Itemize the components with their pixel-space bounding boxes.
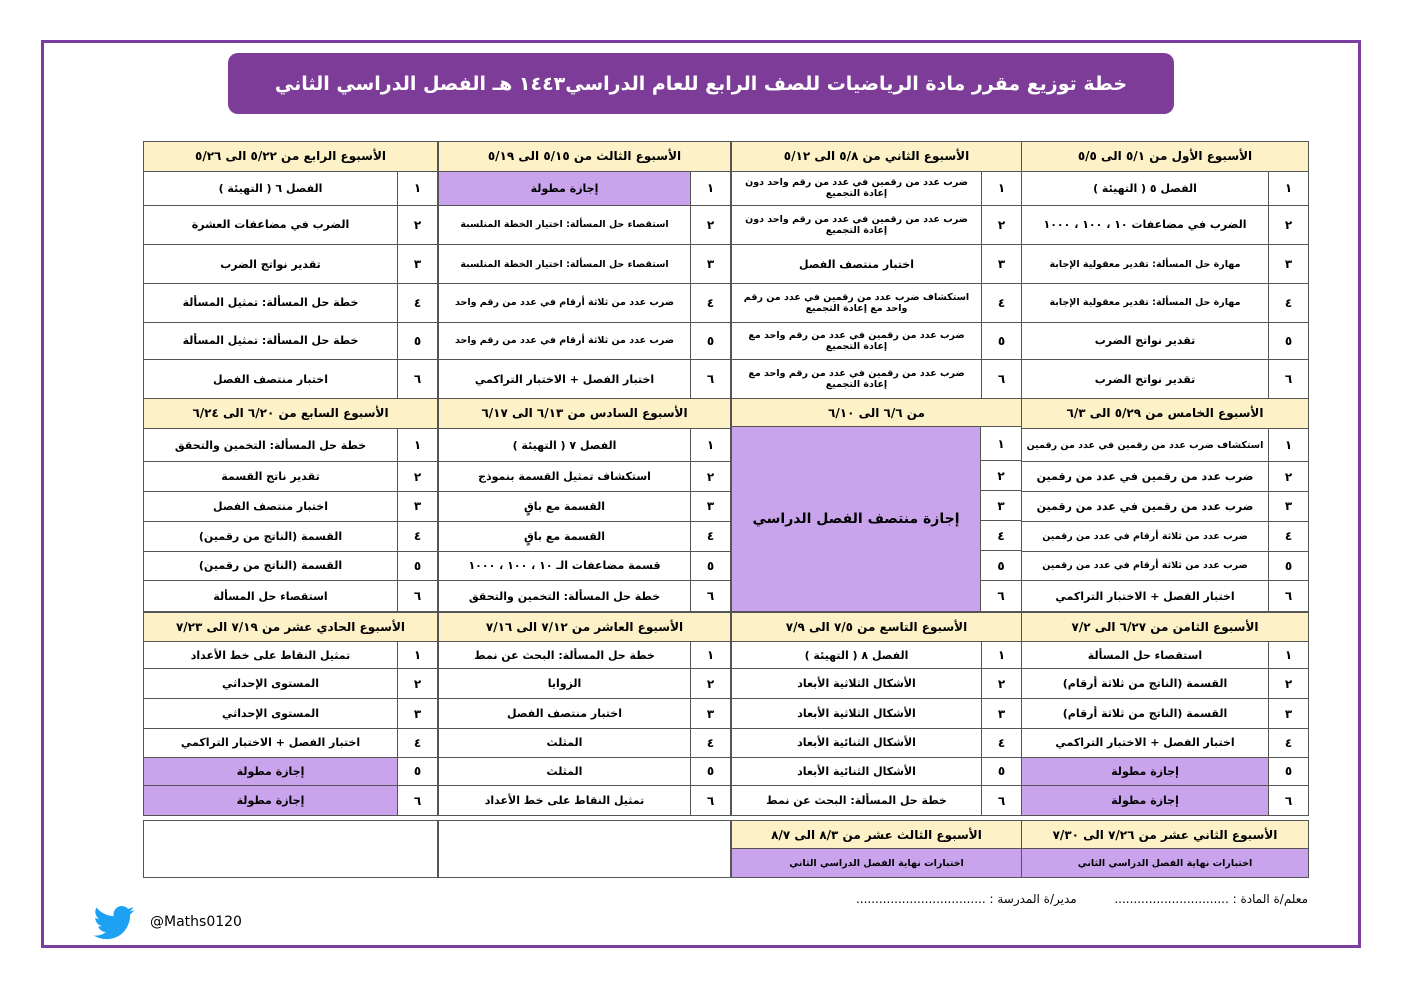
lesson-row bbox=[732, 206, 1021, 246]
lesson-row bbox=[1022, 581, 1308, 611]
lesson-row bbox=[732, 360, 1021, 398]
lesson-number: ٦ bbox=[1268, 360, 1308, 398]
lesson-row bbox=[1022, 206, 1308, 246]
lesson-title: القسمة مع باقٍ bbox=[523, 529, 606, 543]
lesson-row bbox=[1022, 284, 1308, 323]
lesson-row bbox=[732, 758, 1021, 787]
lesson-number: ٦ bbox=[1268, 786, 1308, 815]
lesson-row bbox=[439, 206, 730, 246]
lesson-title: خطة حل المسألة: تمثيل المسألة bbox=[182, 334, 359, 348]
lesson-title: المستوى الإحداثي bbox=[221, 677, 320, 691]
lesson-title: الزوايا bbox=[547, 677, 582, 691]
principal-signature: مدير/ة المدرسة : .................................. bbox=[855, 892, 1077, 906]
lesson-row bbox=[144, 492, 437, 522]
lesson-title: تقدير ناتج القسمة bbox=[221, 470, 320, 484]
lesson-title: القسمة (الناتج من رقمين) bbox=[198, 559, 343, 573]
lesson-number: ٢ bbox=[397, 669, 437, 698]
week-header: الأسبوع الثالث عشر من ٨/٣ الى ٨/٧ bbox=[732, 821, 1021, 849]
holiday-cell: اختبارات نهاية الفصل الدراسي الثاني bbox=[1022, 849, 1308, 877]
lesson-row bbox=[1022, 699, 1308, 729]
lesson-row bbox=[1022, 172, 1308, 206]
lesson-title: ضرب عدد من رقمين في عدد من رقم واحد دون إعادة التجميع bbox=[745, 213, 968, 236]
lesson-row bbox=[439, 462, 730, 492]
lesson-title: القسمة مع باقٍ bbox=[523, 499, 606, 513]
lesson-number: ٣ bbox=[397, 245, 437, 283]
week-block bbox=[1021, 820, 1309, 878]
holiday-cell: اختبارات نهاية الفصل الدراسي الثاني bbox=[732, 849, 1021, 877]
lesson-title: ضرب عدد من رقمين في عدد من رقمين bbox=[1036, 499, 1254, 513]
lesson-title: القسمة (الناتج من ثلاثة أرقام) bbox=[1062, 707, 1228, 720]
lesson-title: استكشاف ضرب عدد من رقمين في عدد من رقمين bbox=[1026, 439, 1264, 451]
week-header: الأسبوع السابع من ٦/٢٠ الى ٦/٢٤ bbox=[144, 399, 437, 429]
holiday-cell: إجازة مطولة bbox=[144, 786, 397, 815]
lesson-number: ٢ bbox=[690, 462, 730, 491]
lesson-number: ٦ bbox=[690, 360, 730, 398]
lesson-title: تمثيل النقاط على خط الأعداد bbox=[484, 794, 645, 808]
lesson-title: استقصاء حل المسألة bbox=[213, 589, 328, 603]
lesson-number: ٥ bbox=[1268, 323, 1308, 360]
lesson-row bbox=[439, 172, 730, 206]
lesson-row bbox=[439, 360, 730, 398]
lesson-number: ٢ bbox=[981, 669, 1021, 698]
lesson-number: ٣ bbox=[981, 245, 1021, 283]
lesson-number: ٥ bbox=[397, 552, 437, 581]
lesson-number: ٤ bbox=[1268, 729, 1308, 757]
lesson-row bbox=[732, 284, 1021, 323]
lesson-title: اختبار الفصل + الاختبار التراكمي bbox=[1055, 736, 1235, 750]
week-block bbox=[143, 398, 438, 612]
week-block bbox=[731, 398, 1022, 612]
lesson-title: مهارة حل المسألة: تقدير معقولية الإجابة bbox=[1049, 297, 1241, 309]
lesson-number: ١ bbox=[1268, 429, 1308, 462]
lesson-number: ٢ bbox=[1268, 206, 1308, 245]
lesson-number: ٢ bbox=[397, 462, 437, 491]
lesson-row bbox=[439, 492, 730, 522]
week-block bbox=[1021, 612, 1309, 816]
lesson-title: اختبار منتصف الفصل bbox=[799, 257, 915, 271]
lesson-title: قسمة مضاعفات الـ ١٠ ، ١٠٠ ، ١٠٠٠ bbox=[468, 559, 661, 573]
lesson-number: ٦ bbox=[397, 581, 437, 611]
lesson-title: ضرب عدد من ثلاثة أرقام في عدد من رقمين bbox=[1042, 530, 1248, 542]
lesson-number: ٣ bbox=[1268, 492, 1308, 521]
lesson-row bbox=[1022, 758, 1308, 787]
lesson-title: مهارة حل المسألة: تقدير معقولية الإجابة bbox=[1049, 258, 1241, 270]
twitter-handle: @Maths0120 bbox=[150, 914, 242, 930]
lesson-row bbox=[144, 245, 437, 284]
lesson-title: ضرب عدد من ثلاثة أرقام في عدد من رقم واحد bbox=[454, 335, 675, 347]
lesson-row bbox=[439, 581, 730, 611]
week-header: من ٦/٦ الى ٦/١٠ bbox=[732, 399, 1021, 427]
lesson-row bbox=[1022, 429, 1308, 463]
lesson-number: ٣ bbox=[981, 491, 1021, 521]
lesson-number: ١ bbox=[1268, 172, 1308, 205]
lesson-number: ٦ bbox=[997, 589, 1005, 603]
lesson-title: اختبار منتصف الفصل bbox=[507, 707, 623, 720]
lesson-title: خطة حل المسألة: البحث عن نمط bbox=[766, 794, 947, 808]
week-block bbox=[438, 141, 731, 399]
lesson-title: ضرب عدد من ثلاثة أرقام في عدد من رقم واحد bbox=[454, 297, 675, 309]
lesson-title: المثلث bbox=[546, 736, 583, 750]
lesson-number: ٤ bbox=[981, 729, 1021, 757]
lesson-title: ضرب عدد من رقمين في عدد من رقم واحد مع إعادة التجميع bbox=[748, 329, 965, 352]
lesson-title: الأشكال الثلاثية الأبعاد bbox=[797, 707, 916, 720]
lesson-number: ١ bbox=[690, 642, 730, 669]
lesson-row bbox=[439, 699, 730, 729]
lesson-number: ٤ bbox=[397, 729, 437, 757]
lesson-title: الأشكال الثنائية الأبعاد bbox=[797, 736, 916, 750]
lesson-row bbox=[1022, 245, 1308, 284]
lesson-number: ٤ bbox=[690, 729, 730, 757]
lesson-number: ٣ bbox=[1268, 245, 1308, 283]
lesson-number: ١ bbox=[1268, 642, 1308, 669]
lesson-row bbox=[144, 669, 437, 699]
lesson-title: استقصاء حل المسألة: اختيار الخطة المنلسبة bbox=[460, 258, 669, 270]
lesson-title: تمثيل النقاط على خط الأعداد bbox=[190, 648, 351, 662]
lesson-number: ٣ bbox=[690, 245, 730, 283]
lesson-title: تقدير نواتج الضرب bbox=[220, 257, 321, 271]
lesson-row bbox=[1022, 642, 1308, 670]
week-header: الأسبوع الرابع من ٥/٢٢ الى ٥/٢٦ bbox=[144, 142, 437, 172]
week-header: الأسبوع الأول من ٥/١ الى ٥/٥ bbox=[1022, 142, 1308, 172]
lesson-title: استقصاء حل المسألة bbox=[1087, 648, 1203, 662]
lesson-row bbox=[144, 581, 437, 611]
week-header: الأسبوع الثامن من ٦/٢٧ الى ٧/٢ bbox=[1022, 613, 1308, 642]
lesson-row bbox=[1022, 323, 1308, 361]
lesson-row bbox=[439, 642, 730, 670]
lesson-number: ٦ bbox=[1268, 581, 1308, 611]
lesson-title: الأشكال الثلاثية الأبعاد bbox=[797, 677, 916, 691]
lesson-title: خطة حل المسألة: التخمين والتحقق bbox=[174, 438, 367, 452]
lesson-row bbox=[439, 522, 730, 552]
week-block bbox=[731, 141, 1022, 399]
lesson-title: ضرب عدد من ثلاثة أرقام في عدد من رقمين bbox=[1042, 560, 1248, 572]
lesson-number: ١ bbox=[981, 427, 1021, 461]
lesson-row bbox=[439, 284, 730, 323]
lesson-number: ٢ bbox=[981, 461, 1021, 491]
lesson-row bbox=[1022, 729, 1308, 758]
lesson-number: ١ bbox=[981, 642, 1021, 669]
lesson-title: اختبار منتصف الفصل bbox=[213, 372, 329, 386]
lesson-row bbox=[732, 245, 1021, 284]
lesson-title: خطة حل المسألة: التخمين والتحقق bbox=[468, 589, 661, 603]
lesson-number: ٦ bbox=[981, 786, 1021, 815]
lesson-row bbox=[1022, 462, 1308, 492]
lesson-number: ٦ bbox=[397, 360, 437, 398]
lesson-title: ضرب عدد من رقمين في عدد من رقمين bbox=[1036, 470, 1254, 484]
lesson-row bbox=[1022, 492, 1308, 522]
lesson-row bbox=[732, 849, 1021, 877]
lesson-number: ١ bbox=[397, 172, 437, 205]
lesson-number: ٣ bbox=[397, 699, 437, 728]
lesson-row bbox=[732, 786, 1021, 815]
twitter-bird-icon bbox=[93, 906, 135, 940]
lesson-title: الفصل ٥ ( التهيئة ) bbox=[1093, 181, 1197, 195]
lesson-number: ١ bbox=[397, 642, 437, 669]
lesson-number: ٥ bbox=[397, 323, 437, 360]
lesson-title: المستوى الإحداثي bbox=[221, 707, 320, 720]
lesson-row bbox=[732, 172, 1021, 206]
lesson-number: ٢ bbox=[690, 669, 730, 698]
lesson-row bbox=[144, 462, 437, 492]
lesson-row bbox=[732, 669, 1021, 699]
lesson-row bbox=[439, 552, 730, 582]
lesson-row bbox=[1022, 786, 1308, 815]
lesson-title: اختبار الفصل + الاختبار التراكمي bbox=[180, 736, 361, 750]
week-block bbox=[731, 612, 1022, 816]
lesson-row bbox=[732, 642, 1021, 670]
lesson-number: ٦ bbox=[397, 786, 437, 815]
week-header: الأسبوع التاسع من ٧/٥ الى ٧/٩ bbox=[732, 613, 1021, 642]
lesson-number: ٤ bbox=[397, 522, 437, 551]
lesson-row bbox=[732, 699, 1021, 729]
week-header: الأسبوع الحادي عشر من ٧/١٩ الى ٧/٢٣ bbox=[144, 613, 437, 642]
lesson-row bbox=[144, 758, 437, 787]
lesson-row bbox=[144, 552, 437, 582]
page-title: خطة توزيع مقرر مادة الرياضيات للصف الرابع للعام الدراسي١٤٤٣ هـ الفصل الدراسي الثاني bbox=[228, 53, 1174, 114]
lesson-row bbox=[732, 323, 1021, 361]
lesson-title: خطة حل المسألة: البحث عن نمط bbox=[474, 648, 655, 662]
lesson-number: ١ bbox=[690, 429, 730, 462]
lesson-row bbox=[439, 729, 730, 758]
week-header: الأسبوع الخامس من ٥/٢٩ الى ٦/٣ bbox=[1022, 399, 1308, 429]
week-block bbox=[143, 612, 438, 816]
lesson-number: ٤ bbox=[1268, 522, 1308, 551]
week-block bbox=[438, 398, 731, 612]
lesson-number: ٦ bbox=[981, 360, 1021, 398]
lesson-number: ٥ bbox=[1268, 552, 1308, 581]
lesson-row bbox=[144, 323, 437, 361]
week-block bbox=[1021, 141, 1309, 399]
signature-line bbox=[856, 892, 1308, 906]
holiday-cell: إجازة مطولة bbox=[144, 758, 397, 786]
week-header: الأسبوع السادس من ٦/١٣ الى ٦/١٧ bbox=[439, 399, 730, 429]
holiday-cell: إجازة مطولة bbox=[439, 172, 690, 205]
lesson-title: الفصل ٨ ( التهيئة ) bbox=[804, 648, 909, 662]
lesson-number: ١ bbox=[981, 172, 1021, 205]
empty-cell bbox=[438, 820, 731, 878]
lesson-number: ٥ bbox=[690, 323, 730, 360]
lesson-number: ٢ bbox=[397, 206, 437, 245]
lesson-row bbox=[1022, 669, 1308, 699]
lesson-row bbox=[144, 786, 437, 815]
week-block bbox=[731, 820, 1022, 878]
lesson-number: ٣ bbox=[690, 699, 730, 728]
lesson-row bbox=[1022, 522, 1308, 552]
lesson-row bbox=[439, 786, 730, 815]
lesson-title: اختبار منتصف الفصل bbox=[213, 499, 329, 513]
lesson-title: خطة حل المسألة: تمثيل المسألة bbox=[182, 296, 359, 310]
lesson-number: ٣ bbox=[1268, 699, 1308, 728]
midterm-break-cell: إجازة منتصف الفصل الدراسي bbox=[732, 427, 981, 611]
lesson-title: الفصل ٦ ( التهيئة ) bbox=[218, 181, 323, 195]
lesson-number: ٥ bbox=[397, 758, 437, 786]
lesson-row bbox=[144, 206, 437, 246]
lesson-title: اختبار الفصل + الاختبار التراكمي bbox=[1055, 589, 1235, 603]
lesson-number: ٢ bbox=[1268, 462, 1308, 491]
lesson-row bbox=[732, 729, 1021, 758]
lesson-number: ٦ bbox=[690, 786, 730, 815]
week-header: الأسبوع العاشر من ٧/١٢ الى ٧/١٦ bbox=[439, 613, 730, 642]
lesson-number: ٤ bbox=[981, 284, 1021, 322]
lesson-row bbox=[144, 699, 437, 729]
lesson-row bbox=[144, 284, 437, 323]
lesson-title: ضرب عدد من رقمين في عدد من رقم واحد دون إعادة التجميع bbox=[745, 177, 968, 200]
lesson-number: ٥ bbox=[981, 323, 1021, 360]
lesson-number: ٢ bbox=[1268, 669, 1308, 698]
holiday-cell: إجازة مطولة bbox=[1022, 786, 1268, 815]
lesson-title: استقصاء حل المسألة: اختيار الخطة المنلسبة bbox=[460, 219, 669, 231]
lesson-row bbox=[439, 429, 730, 463]
lesson-title: الأشكال الثنائية الأبعاد bbox=[797, 764, 916, 778]
lesson-number: ١ bbox=[397, 429, 437, 462]
lesson-title: تقدير نواتج الضرب bbox=[1094, 372, 1196, 386]
holiday-cell: إجازة مطولة bbox=[1022, 758, 1268, 786]
lesson-number: ٢ bbox=[981, 206, 1021, 245]
lesson-row bbox=[144, 729, 437, 758]
lesson-row bbox=[144, 360, 437, 398]
lesson-title: ضرب عدد من رقمين في عدد من رقم واحد مع إعادة التجميع bbox=[748, 368, 965, 391]
lesson-row bbox=[144, 642, 437, 670]
lesson-number: ٣ bbox=[397, 492, 437, 521]
lesson-number: ٤ bbox=[690, 522, 730, 551]
week-header: الأسبوع الثاني عشر من ٧/٢٦ الى ٧/٣٠ bbox=[1022, 821, 1308, 849]
lesson-number: ٥ bbox=[690, 552, 730, 581]
lesson-number: ٢ bbox=[690, 206, 730, 245]
empty-cell bbox=[143, 820, 438, 878]
lesson-row bbox=[144, 429, 437, 463]
lesson-row bbox=[439, 758, 730, 787]
lesson-row bbox=[439, 669, 730, 699]
lesson-number: ٥ bbox=[981, 758, 1021, 786]
lesson-title: اختبار الفصل + الاختبار التراكمي bbox=[474, 372, 655, 386]
lesson-row bbox=[1022, 849, 1308, 877]
lesson-row bbox=[1022, 360, 1308, 398]
lesson-title: المثلث bbox=[546, 764, 583, 778]
lesson-title: استكشاف تمثيل القسمة بنموذج bbox=[478, 470, 651, 484]
lesson-number: ٥ bbox=[1268, 758, 1308, 786]
lesson-row bbox=[439, 323, 730, 361]
lesson-row bbox=[144, 172, 437, 206]
lesson-number: ٦ bbox=[690, 581, 730, 611]
lesson-number: ١ bbox=[690, 172, 730, 205]
lesson-title: القسمة (الناتج من ثلاثة أرقام) bbox=[1062, 677, 1228, 691]
lesson-number: ٥ bbox=[981, 551, 1021, 581]
lesson-title: القسمة (الناتج من رقمين) bbox=[198, 529, 343, 543]
week-header: الأسبوع الثالث من ٥/١٥ الى ٥/١٩ bbox=[439, 142, 730, 172]
lesson-row bbox=[144, 522, 437, 552]
lesson-number: ٤ bbox=[981, 521, 1021, 551]
lesson-number: ٣ bbox=[690, 492, 730, 521]
lesson-title: تقدير نواتج الضرب bbox=[1094, 334, 1196, 348]
lesson-number: ٤ bbox=[1268, 284, 1308, 322]
lesson-title: الفصل ٧ ( التهيئة ) bbox=[512, 438, 617, 452]
week-block bbox=[143, 141, 438, 399]
lesson-number: ٥ bbox=[690, 758, 730, 786]
week-header: الأسبوع الثاني من ٥/٨ الى ٥/١٢ bbox=[732, 142, 1021, 172]
lesson-row bbox=[439, 245, 730, 284]
lesson-row bbox=[1022, 552, 1308, 582]
lesson-number: ٤ bbox=[690, 284, 730, 322]
lesson-number: ٣ bbox=[981, 699, 1021, 728]
lesson-title: الضرب في مضاعفات ١٠ ، ١٠٠ ، ١٠٠٠ bbox=[1043, 218, 1247, 232]
teacher-signature: معلم/ة المادة : .............................. bbox=[1114, 892, 1308, 906]
week-block bbox=[438, 612, 731, 816]
lesson-title: الضرب في مضاعفات العشرة bbox=[191, 218, 350, 232]
week-block bbox=[1021, 398, 1309, 612]
lesson-title: استكشاف ضرب عدد من رقمين في عدد من رقم واحد مع إعادة التجميع bbox=[743, 291, 970, 314]
lesson-number: ٤ bbox=[397, 284, 437, 322]
